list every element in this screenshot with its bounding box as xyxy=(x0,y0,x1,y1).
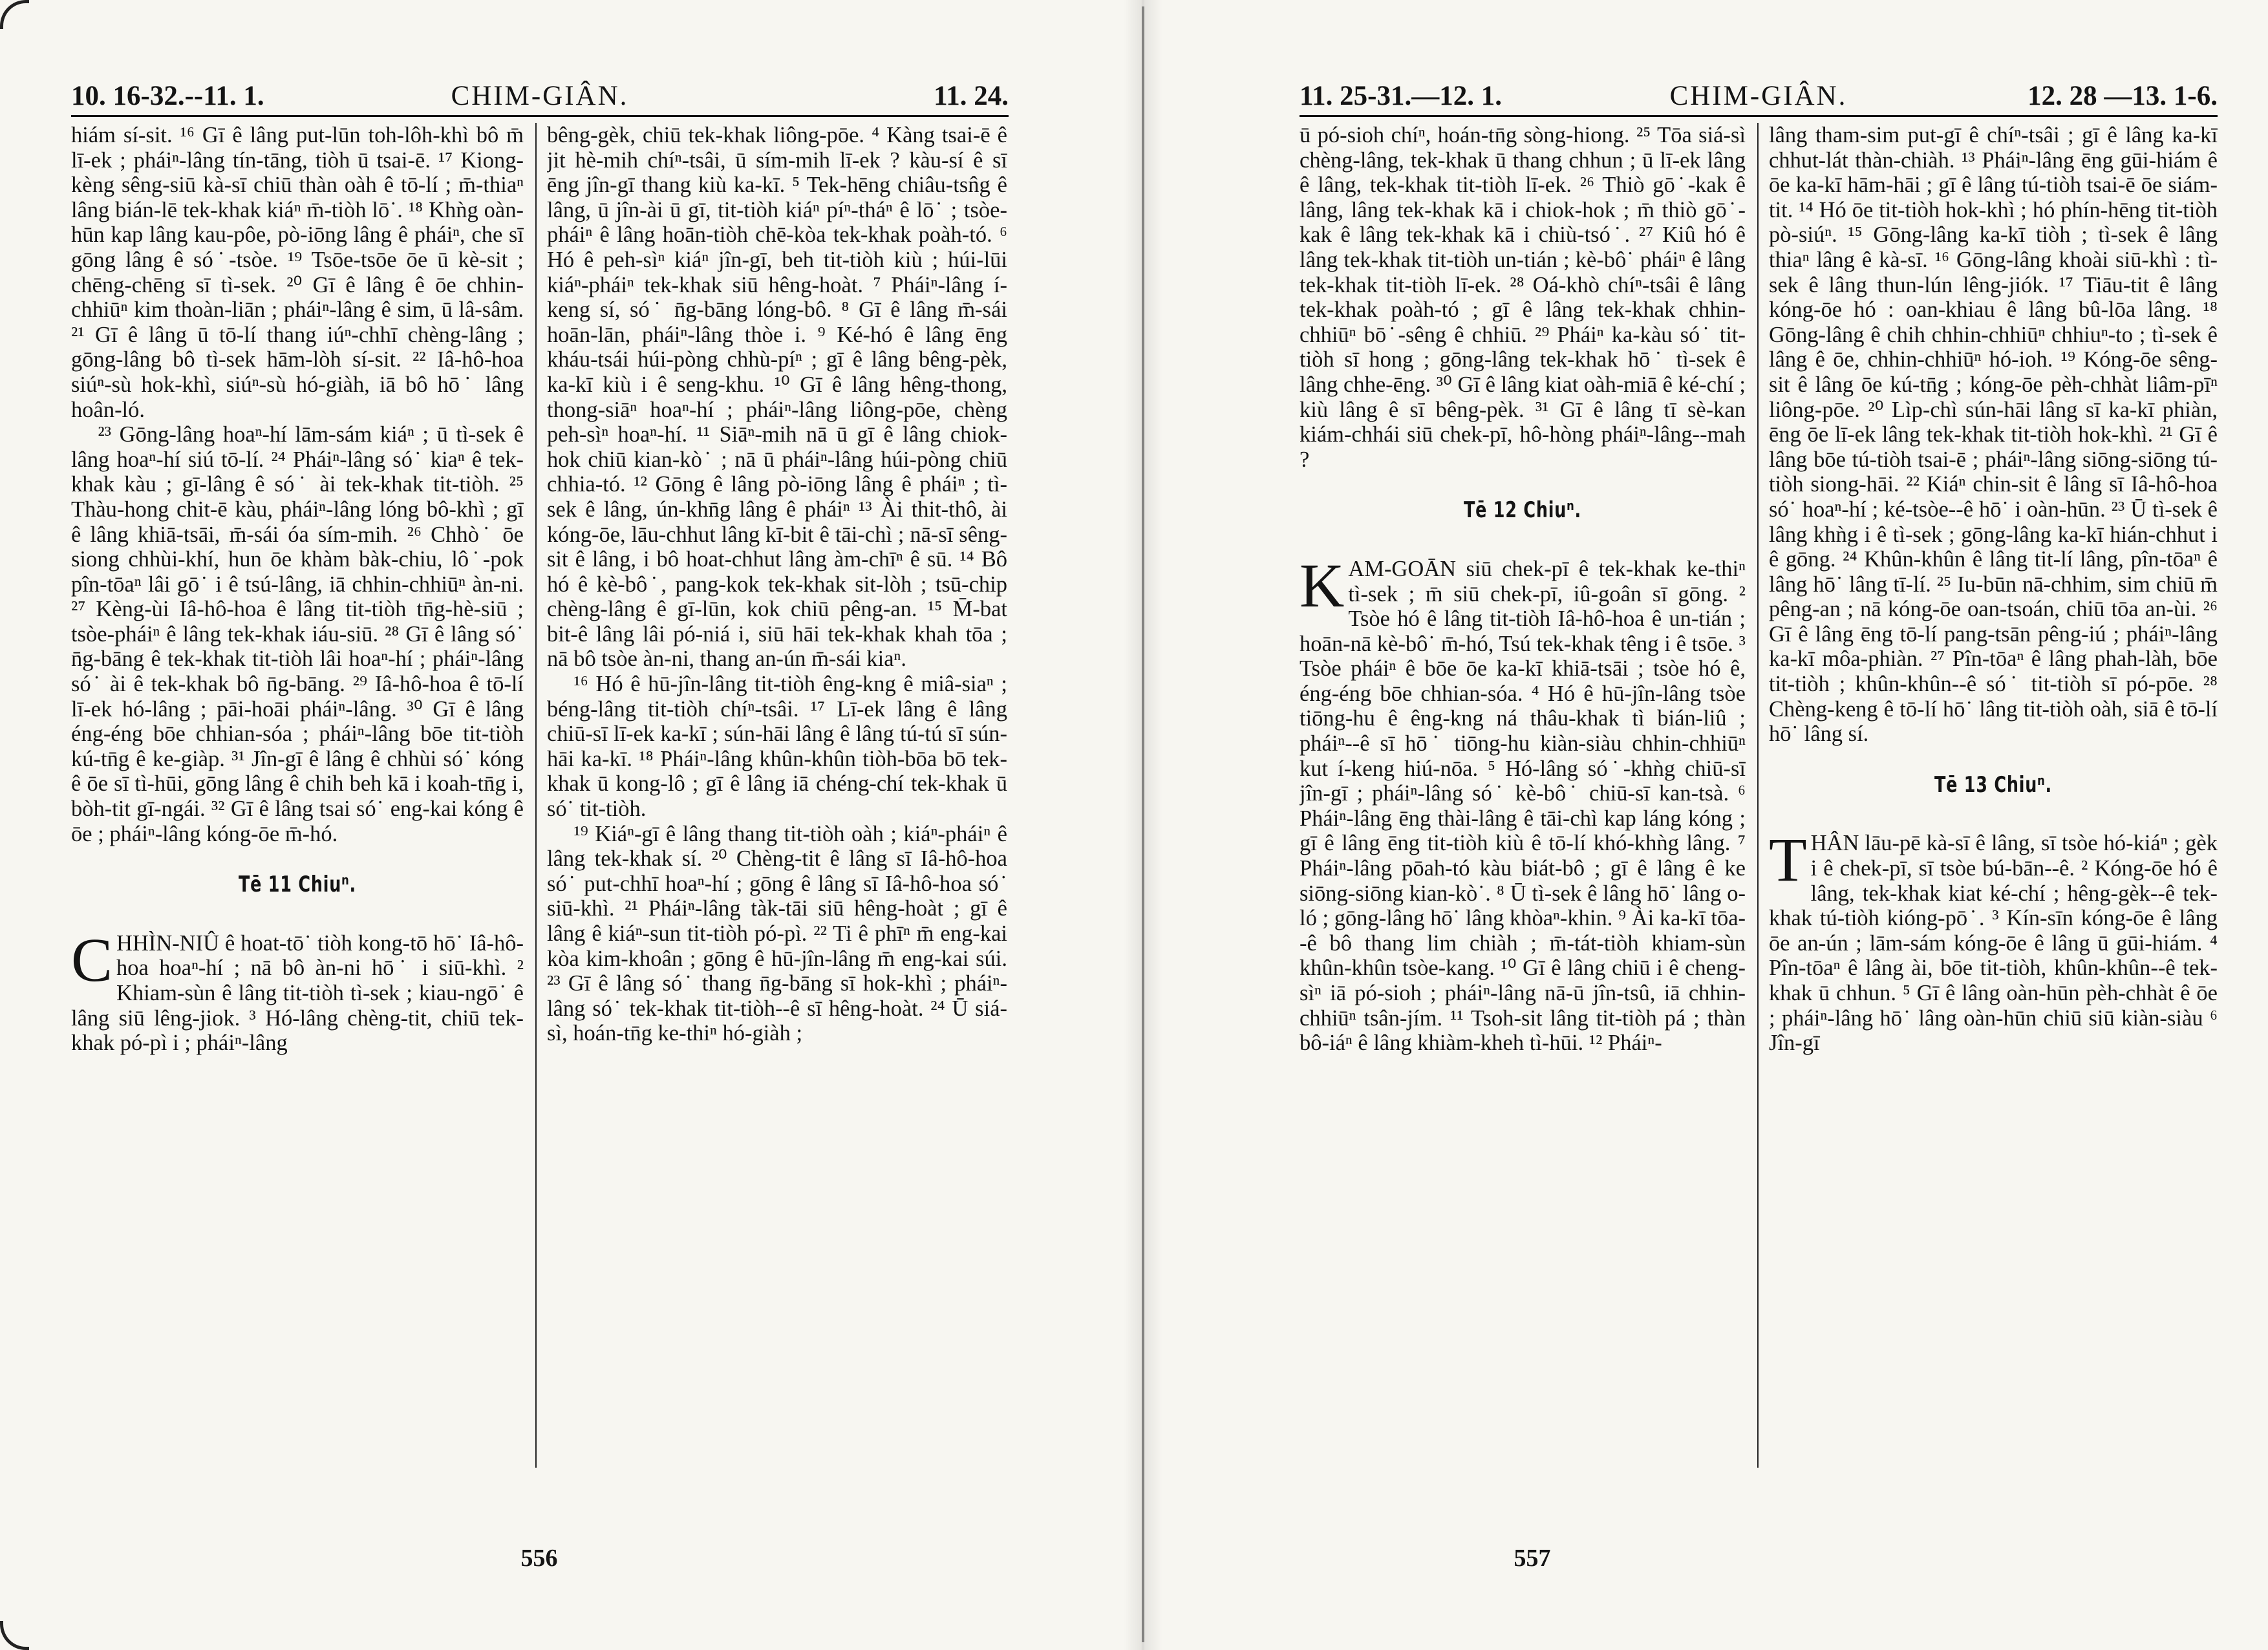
book-spine-line xyxy=(1142,6,1144,1642)
right-header-title: CHIM-GIÂN. xyxy=(1669,81,1848,111)
chapter-opening-paragraph xyxy=(1300,550,1746,1056)
chapter-opening-paragraph xyxy=(71,925,524,1056)
paragraph: ²³ Gōng-lâng hoaⁿ-hí lām-sám kiáⁿ ; ū tì-sek ê lâng hoaⁿ-hí siú tō-lí. ²⁴ Pháiⁿ-lâng só˙ kiaⁿ ê tek-khak kàu ; gī-lâng ê só˙ ài tek-khak tit-tiòh. ²⁵ Thàu-hong chit-ē kàu, pháiⁿ-lâng lóng bô-khì ; gī ê lâng khiā-tsāi, m̄-sái óa sím-mih. ²⁶ Chhò˙ ōe siong chhùi-khí, hun ōe khàm bàk-chiu, lô˙-pok pîn-tōaⁿ lâi gō˙ i ê tsú-lâng, iā chhin-chhiūⁿ àn-ni. ²⁷ Kèng-ùi Iâ-hô-hoa ê lâng tit-tiòh tn̄g-hè-siū ; tsòe-pháiⁿ ê lâng tek-khak iáu-siū. ²⁸ Gī ê lâng só˙ n̄g-bāng ê tek-khak tit-tiòh lâi hoaⁿ-hí ; pháiⁿ-lâng só˙ ài ê tek-khak bô n̄g-bāng. ²⁹ Iâ-hô-hoa ê tō-lí lī-ek hó-lâng ; pāi-hoāi pháiⁿ-lâng. ³⁰ Gī ê lâng éng-éng bōe chhian-sóa ; pháiⁿ-lâng bōe tit-tiòh kú-tn̄g ê ke-giàp. ³¹ Jîn-gī ê lâng ê chhùi só˙ kóng ê ōe sī tì-hūi, gōng lâng ê chih beh kā i koah-tn̄g i, bòh-tit gī-ngái. ³² Gī ê lâng tsai só˙ eng-kai kóng ê ōe ; pháiⁿ-lâng kóng-ōe m̄-hó. xyxy=(71,422,524,846)
chapter-opening-paragraph xyxy=(1769,825,2218,1056)
paragraph: ū pó-sioh chíⁿ, hoán-tn̄g sòng-hiong. ²⁵ Tōa siá-sì chèng-lâng, tek-khak ū thang chhun ; ū lī-ek lâng ê lâng, tek-khak tit-tiòh lī-ek. ²⁶ Thiò gō˙-kak ê lâng, lâng tek-khak kā i chiok-hok ; m̄ thiò gō˙-kak ê lâng tek-khak kā i chiù-tsó˙. ²⁷ Kiû hó ê lâng tek-khak tit-tiòh un-tián ; kè-bô˙ pháiⁿ ê lâng tek-khak tit-tiòh lī-ek. ²⁸ Oá-khò chíⁿ-tsâi ê lâng tek-khak poàh-tó ; gī ê lâng tek-khak chhin-chhiūⁿ bō˙-sêng ê chhiū. ²⁹ Pháiⁿ ka-kàu só˙ tit-tiòh sī hong ; gōng-lâng tek-khak hō˙ tì-sek ê lâng chhe-ēng. ³⁰ Gī ê lâng kiat oàh-miā ê ké-chí ; kiù lâng ê sī bêng-pèk. ³¹ Gī ê lâng tī sè-kan kiám-chhái siū chek-pī, hô-hòng pháiⁿ-lâng--mah ? xyxy=(1300,123,1746,472)
paragraph: ¹⁶ Hó ê hū-jîn-lâng tit-tiòh êng-kng ê miâ-siaⁿ ; béng-lâng tit-tiòh chíⁿ-tsâi. ¹⁷ Lī-ek lâng ê lâng chiū-sī lī-ek ka-kī ; sún-hāi lâng ê lâng tú-tú sī sún-hāi ka-kī. ¹⁸ Pháiⁿ-lâng khûn-khûn tiòh-bōa bō tek-khak ū kong-lô ; gī ê lâng iā chéng-chí tek-khak ū só˙ tit-tiòh. xyxy=(547,672,1007,822)
left-header-verse-range: 10. 16-32.--11. 1. xyxy=(71,81,264,111)
left-page-column-1 xyxy=(71,123,524,1474)
paragraph-text: AM-GOĀN siū chek-pī ê tek-khak ke-thiⁿ tì-sek ; m̄ siū chek-pī, iû-goân sī gōng. ² Tsòe hó ê lâng tit-tiòh Iâ-hô-hoa ê un-tián ; hoān-nā kè-bô˙ m̄-hó, Tsú tek-khak têng i ê tsōe. ³ Tsòe pháiⁿ ê bōe ōe ka-kī khiā-tsāi ; tsòe hó ê, éng-éng bōe chhian-sóa. ⁴ Hó ê hū-jîn-lâng tsòe tiōng-hu ê êng-kng ná thâu-khak tì bián-liû ; pháiⁿ--ê sī hō˙ tiōng-hu kiàn-siàu chhin-chhiūⁿ kut í-keng hiú-nōa. ⁵ Hó-lâng só˙-khǹg chiū-sī jîn-gī ; pháiⁿ-lâng só˙ kè-bô˙ chiū-sī kan-tsà. ⁶ Pháiⁿ-lâng ēng thài-lâng ê tāi-chì kap láng kóng ; gī ê lâng ēng tit-tiòh kiù ê tō-lí khó-khǹg lâng. ⁷ Pháiⁿ-lâng pōah-tó kàu biát-bô ; gī ê lâng ê ke siōng-siōng kian-kò˙. ⁸ Ū tì-sek ê lâng hō˙ lâng o-ló ; gōng-lâng hō˙ lâng khòaⁿ-khin. ⁹ Ài ka-kī tōa--ê bô thang lim chiàh ; m̄-tát-tiòh khiam-sùn khûn-khûn tsòe-kang. ¹⁰ Gī ê lâng chiū i ê cheng-sìⁿ iā pó-sioh ; pháiⁿ-lâng nā-ū jîn-tsû, iā chhin-chhiūⁿ tsân-jím. ¹¹ Tsoh-sit lâng tit-tiòh pá ; thàn bô-iáⁿ ê lâng khiàm-kheh tì-hūi. ¹² Pháiⁿ- xyxy=(1300,556,1746,1056)
right-page-header xyxy=(1300,71,2218,116)
left-header-title: CHIM-GIÂN. xyxy=(451,81,629,111)
drop-cap: T xyxy=(1769,825,1807,895)
drop-cap: K xyxy=(1300,550,1345,620)
right-header-verse-range: 11. 25-31.—12. 1. xyxy=(1300,81,1502,111)
column-divider xyxy=(1757,123,1759,1468)
header-rule xyxy=(1300,115,2218,117)
paragraph: bêng-gèk, chiū tek-khak liông-pōe. ⁴ Kàng tsai-ē ê jit hè-mih chíⁿ-tsâi, ū sím-mih lī-ek ? kàu-sí ê sī ēng jîn-gī thang kiù ka-kī. ⁵ Tek-hēng chiâu-tsn̂g ê lâng, ū jîn-ài ū gī, tit-tiòh kiáⁿ píⁿ-tháⁿ ê lō˙ ; tsòe-pháiⁿ ê lâng hoān-tiòh chē-kòa tek-khak poàh-tó. ⁶ Hó ê peh-sìⁿ kiáⁿ jîn-gī, beh tit-tiòh kiù ; húi-lūi kiáⁿ-pháiⁿ tek-khak siū hêng-hoàt. ⁷ Pháiⁿ-lâng í-keng sí, só˙ n̄g-bāng lóng-bô. ⁸ Gī ê lâng m̄-sái hoān-lān, pháiⁿ-lâng thòe i. ⁹ Ké-hó ê lâng ēng kháu-tsái húi-pòng chhù-píⁿ ; gī ê lâng bêng-pèk, ka-kī kiù i ê seng-khu. ¹⁰ Gī ê lâng hêng-thong, thong-siāⁿ hoaⁿ-hí ; pháiⁿ-lâng liông-pōe, chèng peh-sìⁿ hoaⁿ-hí. ¹¹ Siāⁿ-mih nā ū gī ê lâng chiok-hok chiū kian-kò˙ ; nā ū pháiⁿ-lâng húi-pòng chiū chhia-tó. ¹² Gōng ê lâng pò-iōng lâng ê pháiⁿ ; tì-sek ê lâng, ún-khn̄g lâng ê pháiⁿ ¹³ Ài thit-thô, ài kóng-ōe, lāu-chhut lâng kī-bit ê tāi-chì ; nā-sī sêng-sit ê lâng, i bô hoat-chhut lâng àm-chīⁿ ê sū. ¹⁴ Bô hó ê kè-bô˙, pang-kok tek-khak sit-lòh ; tsū-chip chèng-lâng ê gī-lūn, kok chiū pêng-an. ¹⁵ M̄-bat bit-ê lâng lâi pó-niá i, siū hāi tek-khak khah tōa ; nā bô tsòe àn-ni, thang an-ún m̄-sái kiaⁿ. xyxy=(547,123,1007,672)
page-number: 556 xyxy=(520,1545,558,1572)
paragraph-text: HHÌN-NIÛ ê hoat-tō˙ tiòh kong-tō hō˙ Iâ-hô-hoa hoaⁿ-hí ; nā bô àn-ni hō˙ i siū-khì. ² Khiam-sùn ê lâng tit-tiòh tì-sek ; kiau-ngō˙ ê lâng siū lêng-jiok. ³ Hó-lâng chèng-tit, chiū tek-khak pó-pì i ; pháiⁿ-lâng xyxy=(71,930,524,1056)
chapter-heading-12: Tē 12 Chiuⁿ. xyxy=(1463,497,1581,524)
right-page-column-1 xyxy=(1300,123,1746,1474)
paragraph: lâng tham-sim put-gī ê chíⁿ-tsâi ; gī ê lâng ka-kī chhut-lát thàn-chiàh. ¹³ Pháiⁿ-lâng ēng gūi-hiám ê ōe ka-kī hām-hāi ; gī ê lâng tú-tiòh tsai-ē ōe siám-tit. ¹⁴ Hó ōe tit-tiòh hok-khì ; hó phín-hēng tit-tiòh pò-siúⁿ. ¹⁵ Gōng-lâng ka-kī tiòh ; tì-sek ê lâng thiaⁿ lâng ê kà-sī. ¹⁶ Gōng-lâng khoài siū-khì : tì-sek ê lâng thun-lún lêng-jiók. ¹⁷ Tiāu-tit ê lâng kóng-ōe hó : oan-khiau ê lâng bû-lōa lâng. ¹⁸ Gōng-lâng ê chih chhin-chhiūⁿ chhiuⁿ-to ; tì-sek ê lâng ê ōe, chhin-chhiūⁿ hó-ioh. ¹⁹ Kóng-ōe sêng-sit ê lâng ōe kú-tn̄g ; kóng-ōe pèh-chhàt liâm-pīⁿ liông-pōe. ²⁰ Lìp-chì sún-hāi lâng sī ka-kī phiàn, ēng ōe lī-ek lâng tek-khak tit-tiòh hok-khì. ²¹ Gī ê lâng bōe tú-tiòh tsai-ē ; pháiⁿ-lâng siōng-siōng tú-tiòh siong-hāi. ²² Kiáⁿ chin-sit ê lâng sī Iâ-hô-hoa só˙ hoaⁿ-hí ; ké-tsòe--ê hō˙ i oàn-hūn. ²³ Ū tì-sek ê lâng khǹg i ê tì-sek ; gōng-lâng ka-kī hián-chhut i ê gōng. ²⁴ Khûn-khûn ê lâng tit-lí lâng, pîn-tōaⁿ ê lâng hō˙ lâng tī-lí. ²⁵ Iu-būn nā-chhim, sim chiū m̄ pêng-an ; nā kóng-ōe oan-tsoán, chiū tōa an-ùi. ²⁶ Gī ê lâng ēng tō-lí pang-tsān pêng-iú ; pháiⁿ-lâng ka-kī môa-phiàn. ²⁷ Pîn-tōaⁿ ê lâng phah-làh, bōe tit-tiòh ; khûn-khûn--ê só˙ tit-tiòh sī pó-pōe. ²⁸ Chèng-keng ê tō-lí hō˙ lâng tit-tiòh oàh, siā ê tō-lí hō˙ lâng sí. xyxy=(1769,123,2218,747)
page-number: 557 xyxy=(1514,1545,1551,1572)
paragraph: hiám sí-sit. ¹⁶ Gī ê lâng put-lūn toh-lôh-khì bô m̄ lī-ek ; pháiⁿ-lâng tín-tāng, tiòh ū tsai-ē. ¹⁷ Kiong-kèng sêng-siū kà-sī chiū thàn oàh ê tō-lí ; m̄-thiaⁿ lâng bián-lē tek-khak kiáⁿ m̄-tiòh lō˙. ¹⁸ Khǹg oàn-hūn kap lâng kau-pôe, pò-iōng lâng ê pháiⁿ, che sī gōng lâng ê só˙-tsòe. ¹⁹ Tsōe-tsōe ōe ū kè-sit ; chēng-chēng sī tì-sek. ²⁰ Gī ê lâng ê ōe chhin-chhiūⁿ kim thoàn-liān ; pháiⁿ-lâng ê sim, ū lâ-sâm. ²¹ Gī ê lâng ū tō-lí thang iúⁿ-chhī chèng-lâng ; gōng-lâng bô tì-sek hām-lòh sí-sit. ²² Iâ-hô-hoa siúⁿ-sù hok-khì, siúⁿ-sù hó-giàh, iā bô hō˙ lâng hoân-ló. xyxy=(71,123,524,422)
page-corner-top xyxy=(0,0,29,29)
chapter-heading-11: Tē 11 Chiuⁿ. xyxy=(238,872,356,898)
column-divider xyxy=(535,123,537,1468)
left-header-verse-end: 11. 24. xyxy=(934,81,1009,111)
paragraph: ¹⁹ Kiáⁿ-gī ê lâng thang tit-tiòh oàh ; kiáⁿ-pháiⁿ ê lâng tek-khak sí. ²⁰ Chèng-tit ê lâng sī Iâ-hô-hoa só˙ put-chhī hoaⁿ-hí ; gōng ê lâng sī Iâ-hô-hoa só˙ siū-khì. ²¹ Pháiⁿ-lâng tàk-tāi siū hêng-hoàt ; gī ê lâng ê kiáⁿ-sun tit-tiòh pó-pì. ²² Ti ê phīⁿ m̄ eng-kai kòa kim-khoân ; gōng ê hū-jîn-lâng m̄ eng-kai súi. ²³ Gī ê lâng só˙ thang n̄g-bāng sī hok-khì ; pháiⁿ-lâng só˙ tek-khak tit-tiòh--ê sī hêng-hoàt. ²⁴ Ū siá-sì, hoán-tn̄g ke-thiⁿ hó-giàh ; xyxy=(547,821,1007,1046)
left-page-column-2 xyxy=(547,123,1007,1474)
header-rule xyxy=(71,115,1009,117)
left-page-header xyxy=(71,71,1009,116)
right-page xyxy=(1300,0,2218,1650)
right-header-verse-end: 12. 28 —13. 1-6. xyxy=(2027,81,2218,111)
drop-cap: C xyxy=(71,925,113,994)
right-page-column-2 xyxy=(1769,123,2218,1474)
page-corner-bottom xyxy=(0,1621,29,1650)
paragraph-text: HÂN lāu-pē kà-sī ê lâng, sī tsòe hó-kiáⁿ ; gèk i ê chek-pī, sī tsòe bú-bān--ê. ² Kóng-ōe hó ê lâng, tek-khak kiat ké-chí ; hêng-gèk--ê tek-khak tú-tiòh kióng-pō˙. ³ Kín-sīn kóng-ōe ê lâng ōe an-ún ; lām-sám kóng-ōe ê lâng ū gūi-hiám. ⁴ Pîn-tōaⁿ ê lâng ài, bōe tit-tiòh, khûn-khûn--ê tek-khak ū chhun. ⁵ Gī ê lâng oàn-hūn pèh-chhàt ê ōe ; pháiⁿ-lâng hō˙ lâng oàn-hūn chiū siū kiàn-siàu ⁶ Jîn-gī xyxy=(1769,831,2218,1056)
left-page xyxy=(71,0,1009,1650)
chapter-heading-13: Tē 13 Chiuⁿ. xyxy=(1934,771,2052,798)
